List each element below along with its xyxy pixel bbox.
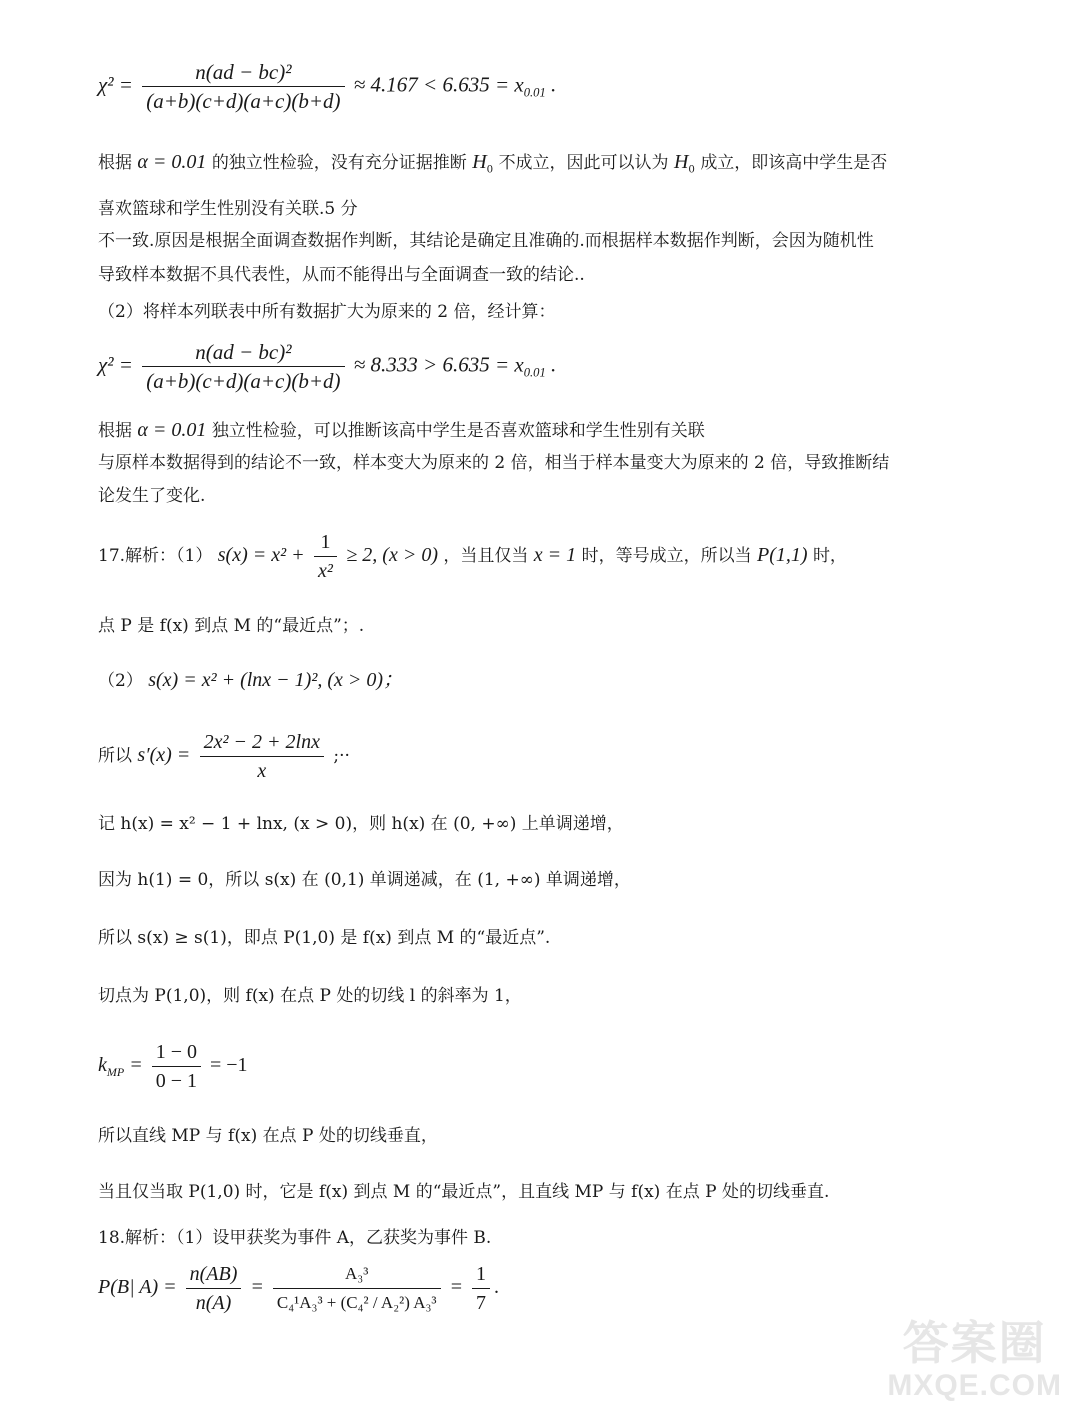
q17-line-1 [98,530,847,583]
q18-heading: 18.解析：（1）设甲获奖为事件 A，乙获奖为事件 B. [98,1228,492,1248]
paragraph-8: 论发生了变化. [98,486,206,506]
numerator: 1 [472,1262,490,1289]
s-fraction [314,530,337,583]
text: 时， [812,546,847,566]
watermark-domain: MXQE.COM [887,1369,1062,1402]
q17-line-10: 当且仅当取 P(1,0) 时，它是 f(x) 到点 M 的“最近点”，且直线 MP 与 f(x) 在点 P 处的切线垂直. [98,1182,830,1202]
chi-subscript: 0.01 [523,365,546,380]
chi-rhs: ≈ 8.333 > 6.635 = x [353,352,524,377]
paragraph-1: 根据 α = 0.01 的独立性检验，没有充分证据推断 $H_0$ 不成立，因此可以认为 $H_0$ 成立，即该高中学生是否 [98,151,888,176]
chi-lhs: χ² = [98,72,133,97]
denominator: 7 [476,1292,487,1314]
chi-numerator: n(ad − bc)² [142,340,344,367]
alpha-value: α = 0.01 [137,151,207,173]
s-formula: s(x) = x² + [217,544,305,566]
k-subscript: MP [106,1065,125,1080]
pba-fraction-3 [472,1262,490,1315]
text: 成立，即该高中学生是否 [700,153,888,173]
paragraph-4: 导致样本数据不具代表性，从而不能得出与全面调查一致的结论.. [98,265,585,285]
numerator: 1 [314,530,337,557]
chi-fraction [142,340,344,393]
q17-line-4 [98,730,350,783]
watermark-text: 答案圈 [902,1317,1047,1369]
chi-fraction [142,60,344,113]
chi-square-formula-2: χ² = $\frac{\text{n(ad − bc)²}}{(a+b)(c+d)(a+c)(b+d)}$ ≈ $8.333 > 6.635 = x_{0.01}$ . [98,340,557,393]
h0-symbol: H [472,151,487,173]
text: 所以 [98,746,132,766]
q17-line-5: 记 h(x) = x² − 1 + lnx, (x > 0)，则 h(x) 在 (0, +∞) 上单调递增， [98,814,624,834]
x-equals-one: x = 1 [533,544,577,566]
q17-line-9: 所以直线 MP 与 f(x) 在点 P 处的切线垂直， [98,1126,438,1146]
paragraph-6 [98,418,705,443]
pba-fraction-1 [186,1262,242,1315]
text: （2） [98,671,143,691]
k-symbol: k [98,1054,107,1077]
text: 根据 [98,153,132,173]
s2-formula: s(x) = x² + (lnx − 1)², (x > 0)； [148,669,404,691]
numerator: 2x² − 2 + 2lnx [200,730,324,757]
q17-line-6: 因为 h(1) = 0，所以 s(x) 在 (0,1) 单调递减，在 (1, +∞) 单调递增， [98,870,631,890]
pba-lhs: P(B| A) = [98,1276,177,1299]
denominator: x² [318,560,333,582]
denominator: n(A) [195,1292,232,1314]
derivative-fraction [200,730,324,783]
denominator: 0 − 1 [155,1070,197,1092]
numerator: n(AB) [186,1262,242,1289]
watermark-logo [887,1307,1062,1403]
chi-square-formula-1: χ² = $\frac{\text{n(ad − bc)²}}{(a+b)(c+d)(a+c)(b+d)}$ ≈ $4.167 < 6.635 = x_{0.01}$ . [98,60,557,113]
text: ，当且仅当 [443,546,529,566]
point-p: P(1,1) [756,544,808,566]
chi-subscript: 0.01 [523,85,546,100]
pba-fraction-2 [273,1262,441,1315]
text: 时，等号成立，所以当 [581,546,752,566]
q17-line-8: 切点为 P(1,0)，则 f(x) 在点 P 处的切线 l 的斜率为 1， [98,986,522,1006]
paragraph-3: 不一致.原因是根据全面调查数据作判断，其结论是确定且准确的.而根据样本数据作判断，会因为随机性 [98,231,874,251]
chi-lhs: χ² = [98,352,133,377]
chi-denominator: (a+b)(c+d)(a+c)(b+d) [146,369,341,393]
h0-symbol: H [673,151,689,173]
chi-rhs: ≈ 4.167 < 6.635 = x [353,72,524,97]
chi-numerator: n(ad − bc)² [142,60,344,87]
alpha-value: α = 0.01 [137,419,207,441]
derivative-lhs: s′(x) = [137,744,191,766]
q17-line-2: 点 P 是 f(x) 到点 M 的“最近点”；. [98,616,365,636]
text: 根据 [98,421,132,441]
q17-heading: 17.解析：（1） [98,546,213,566]
text: . [494,1276,500,1299]
text: 不成立，因此可以认为 [498,153,669,173]
numerator: A₃³ [273,1262,441,1289]
paragraph-2: 喜欢篮球和学生性别没有关联.5 分 [98,199,358,219]
text: 的独立性检验，没有充分证据推断 [211,153,467,173]
denominator: C₄¹A₃³ + (C₄² / A₂²) A₃³ [276,1293,437,1312]
text: ;·· [333,746,350,766]
q17-line-3 [98,668,403,693]
paragraph-5: （2）将样本列联表中所有数据扩大为原来的 2 倍，经计算： [98,302,556,322]
conditional-probability-formula: P(B| A) = $\frac{n(AB)}{n(A)}$ = $\frac{\text{A₃³}}{\text{C₄¹A₃³ + (C₄² / A₂²) A₃³}}$ = $\frac{1}{7}$ . [98,1263,500,1314]
text: 独立性检验，可以推断该高中学生是否喜欢篮球和学生性别有关联 [211,421,705,441]
s-tail: ≥ 2, (x > 0) [346,544,438,566]
denominator: x [257,760,267,782]
k-result: = −1 [210,1054,248,1077]
slope-formula: $k_{MP}$ = $\frac{1 - 0}{0 - 1}$ = −1 [98,1041,248,1092]
slope-fraction [152,1040,201,1093]
chi-denominator: (a+b)(c+d)(a+c)(b+d) [146,89,341,113]
q17-line-7: 所以 s(x) ≥ s(1)，即点 P(1,0) 是 f(x) 到点 M 的“最近点”. [98,928,551,948]
paragraph-7: 与原样本数据得到的结论不一致，样本变大为原来的 2 倍，相当于样本量变大为原来的 2 倍，导致推断结 [98,453,890,473]
numerator: 1 − 0 [152,1040,201,1067]
